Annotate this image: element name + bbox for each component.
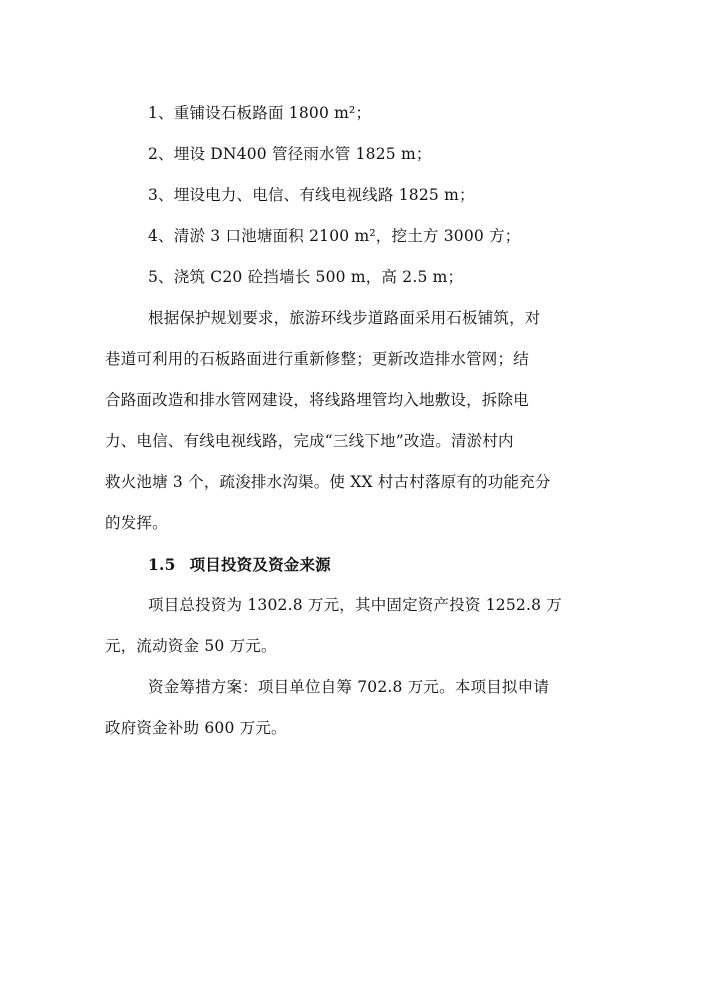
paragraph-1-line-3: 合路面改造和排水管网建设，将线路埋管均入地敷设，拆除电 xyxy=(105,391,529,409)
list-item-2: 2、埋设 DN400 管径雨水管 1825 m； xyxy=(148,145,432,163)
paragraph-1-line-1: 根据保护规划要求，旅游环线步道路面采用石板铺筑，对 xyxy=(148,309,541,327)
list-item-3: 3、埋设电力、电信、有线电视线路 1825 m； xyxy=(148,186,475,204)
list-item-5: 5、浇筑 C20 砼挡墙长 500 m，高 2.5 m； xyxy=(148,268,464,286)
paragraph-3-line-2: 政府资金补助 600 万元。 xyxy=(105,719,287,737)
paragraph-1-line-5: 救火池塘 3 个，疏浚排水沟渠。使 XX 村古村落原有的功能充分 xyxy=(105,473,551,491)
section-title: 项目投资及资金来源 xyxy=(189,555,331,574)
paragraph-1-line-6: 的发挥。 xyxy=(105,514,168,532)
list-item-1: 1、重铺设石板路面 1800 m²； xyxy=(148,104,372,122)
section-heading xyxy=(105,544,600,585)
paragraph-1-line-2: 巷道可利用的石板路面进行重新修整；更新改造排水管网；结 xyxy=(105,350,529,368)
paragraph-2-line-1: 项目总投资为 1302.8 万元，其中固定资产投资 1252.8 万 xyxy=(148,596,562,614)
paragraph-2-line-2: 元，流动资金 50 万元。 xyxy=(105,637,277,655)
section-number: 1.5 xyxy=(148,555,176,574)
paragraph-1-line-4: 力、电信、有线电视线路，完成“三线下地”改造。清淤村内 xyxy=(105,432,514,450)
list-item-4: 4、清淤 3 口池塘面积 2100 m²，挖土方 3000 方； xyxy=(148,227,521,245)
document-body xyxy=(105,93,600,749)
paragraph-3-line-1: 资金筹措方案：项目单位自筹 702.8 万元。本项目拟申请 xyxy=(148,678,550,696)
